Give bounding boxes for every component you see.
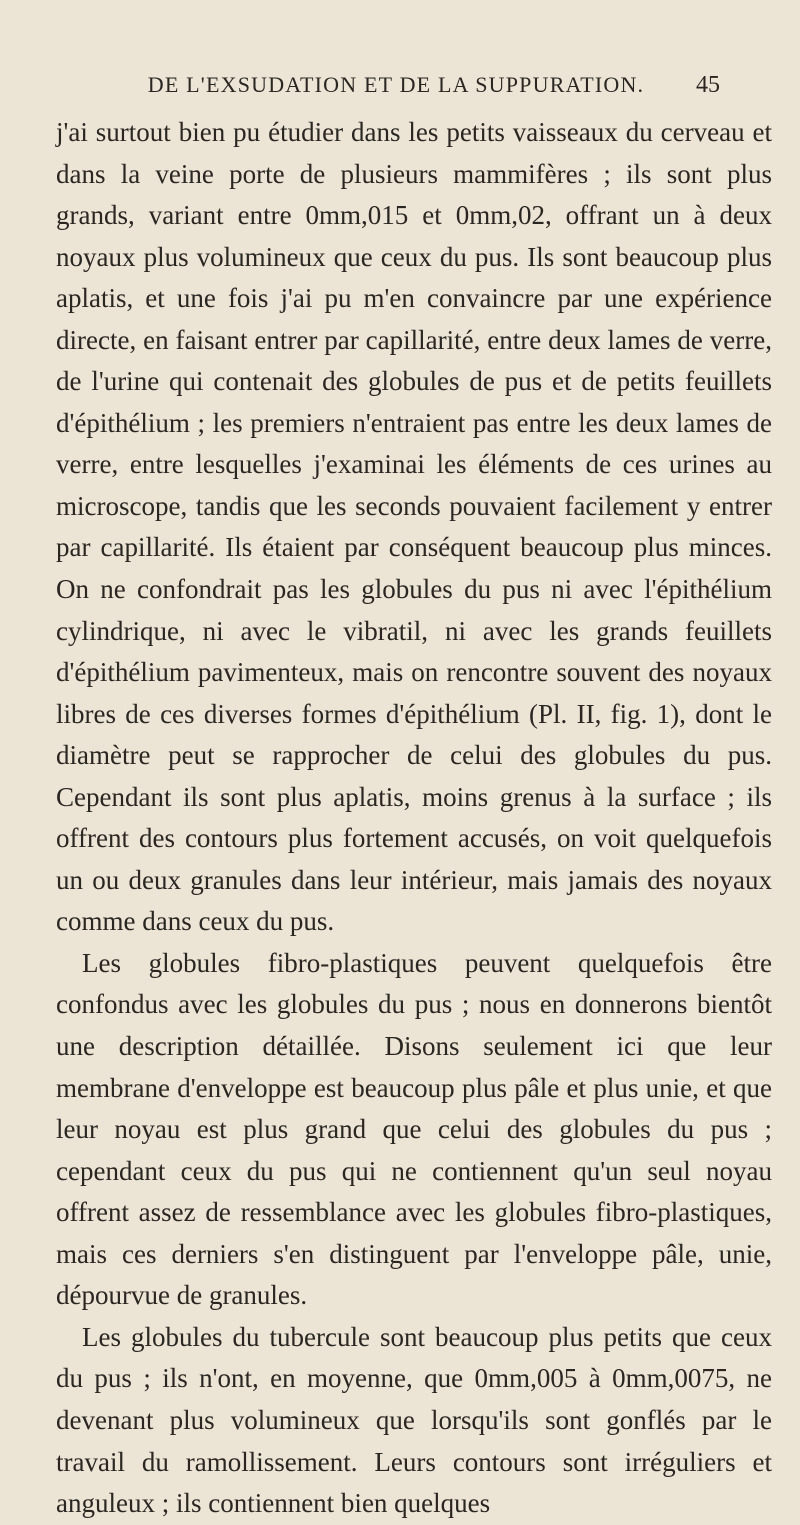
page-number: 45: [696, 72, 720, 98]
paragraph-continued: j'ai surtout bien pu étudier dans les petits vaisseaux du cerveau et dans la veine porte de plusieurs mammifères ; ils sont plus grands, variant entre 0mm,015 et 0mm,02, offrant un à deux noyaux plus volumineux que ceux du pus. Ils sont beaucoup plus aplatis, et une fois j'ai pu m'en convaincre par une expérience directe, en faisant entrer par capillarité, entre deux lames de verre, de l'urine qui contenait des globules de pus et de petits feuillets d'épithélium ; les premiers n'entraient pas entre les deux lames de verre, entre lesquelles j'examinai les éléments de ces urines au microscope, tandis que les seconds pouvaient facilement y entrer par capillarité. Ils étaient par conséquent beaucoup plus minces. On ne confondrait pas les globules du pus ni avec l'épithélium cylindrique, ni avec le vibratil, ni avec les grands feuillets d'épithélium pavimenteux, mais on rencontre souvent des noyaux libres de ces diverses formes d'épithélium (Pl. II, fig. 1), dont le diamètre peut se rapprocher de celui des globules du pus. Cependant ils sont plus aplatis, moins grenus à la surface ; ils offrent des contours plus fortement accusés, on voit quelquefois un ou deux granules dans leur intérieur, mais jamais des noyaux comme dans ceux du pus.: [56, 117, 772, 937]
body-text: [56, 112, 772, 1525]
paragraph-tubercle-globules: Les globules du tubercule sont beaucoup plus petits que ceux du pus ; ils n'ont, en moyenne, que 0mm,005 à 0mm,0075, ne devenant plus volumineux que lorsqu'ils sont gonflés par le travail du ramollissement. Leurs contours sont irréguliers et anguleux ; ils contiennent bien quelques: [56, 1321, 772, 1519]
running-title: DE L'EXSUDATION ET DE LA SUPPURATION.: [147, 72, 645, 97]
running-head: [56, 72, 720, 112]
paragraph-fibro-plastic-globules: Les globules fibro-plastiques peuvent quelquefois être confondus avec les globules du pus ; nous en donnerons bientôt une description détaillée. Disons seulement ici que leur membrane d'enveloppe est beaucoup plus pâle et plus unie, et que leur noyau est plus grand que celui des globules du pus ; cependant ceux du pus qui ne contiennent qu'un seul noyau offrent assez de ressemblance avec les globules fibro-plastiques, mais ces derniers s'en distinguent par l'enveloppe pâle, unie, dépourvue de granules.: [56, 947, 772, 1311]
